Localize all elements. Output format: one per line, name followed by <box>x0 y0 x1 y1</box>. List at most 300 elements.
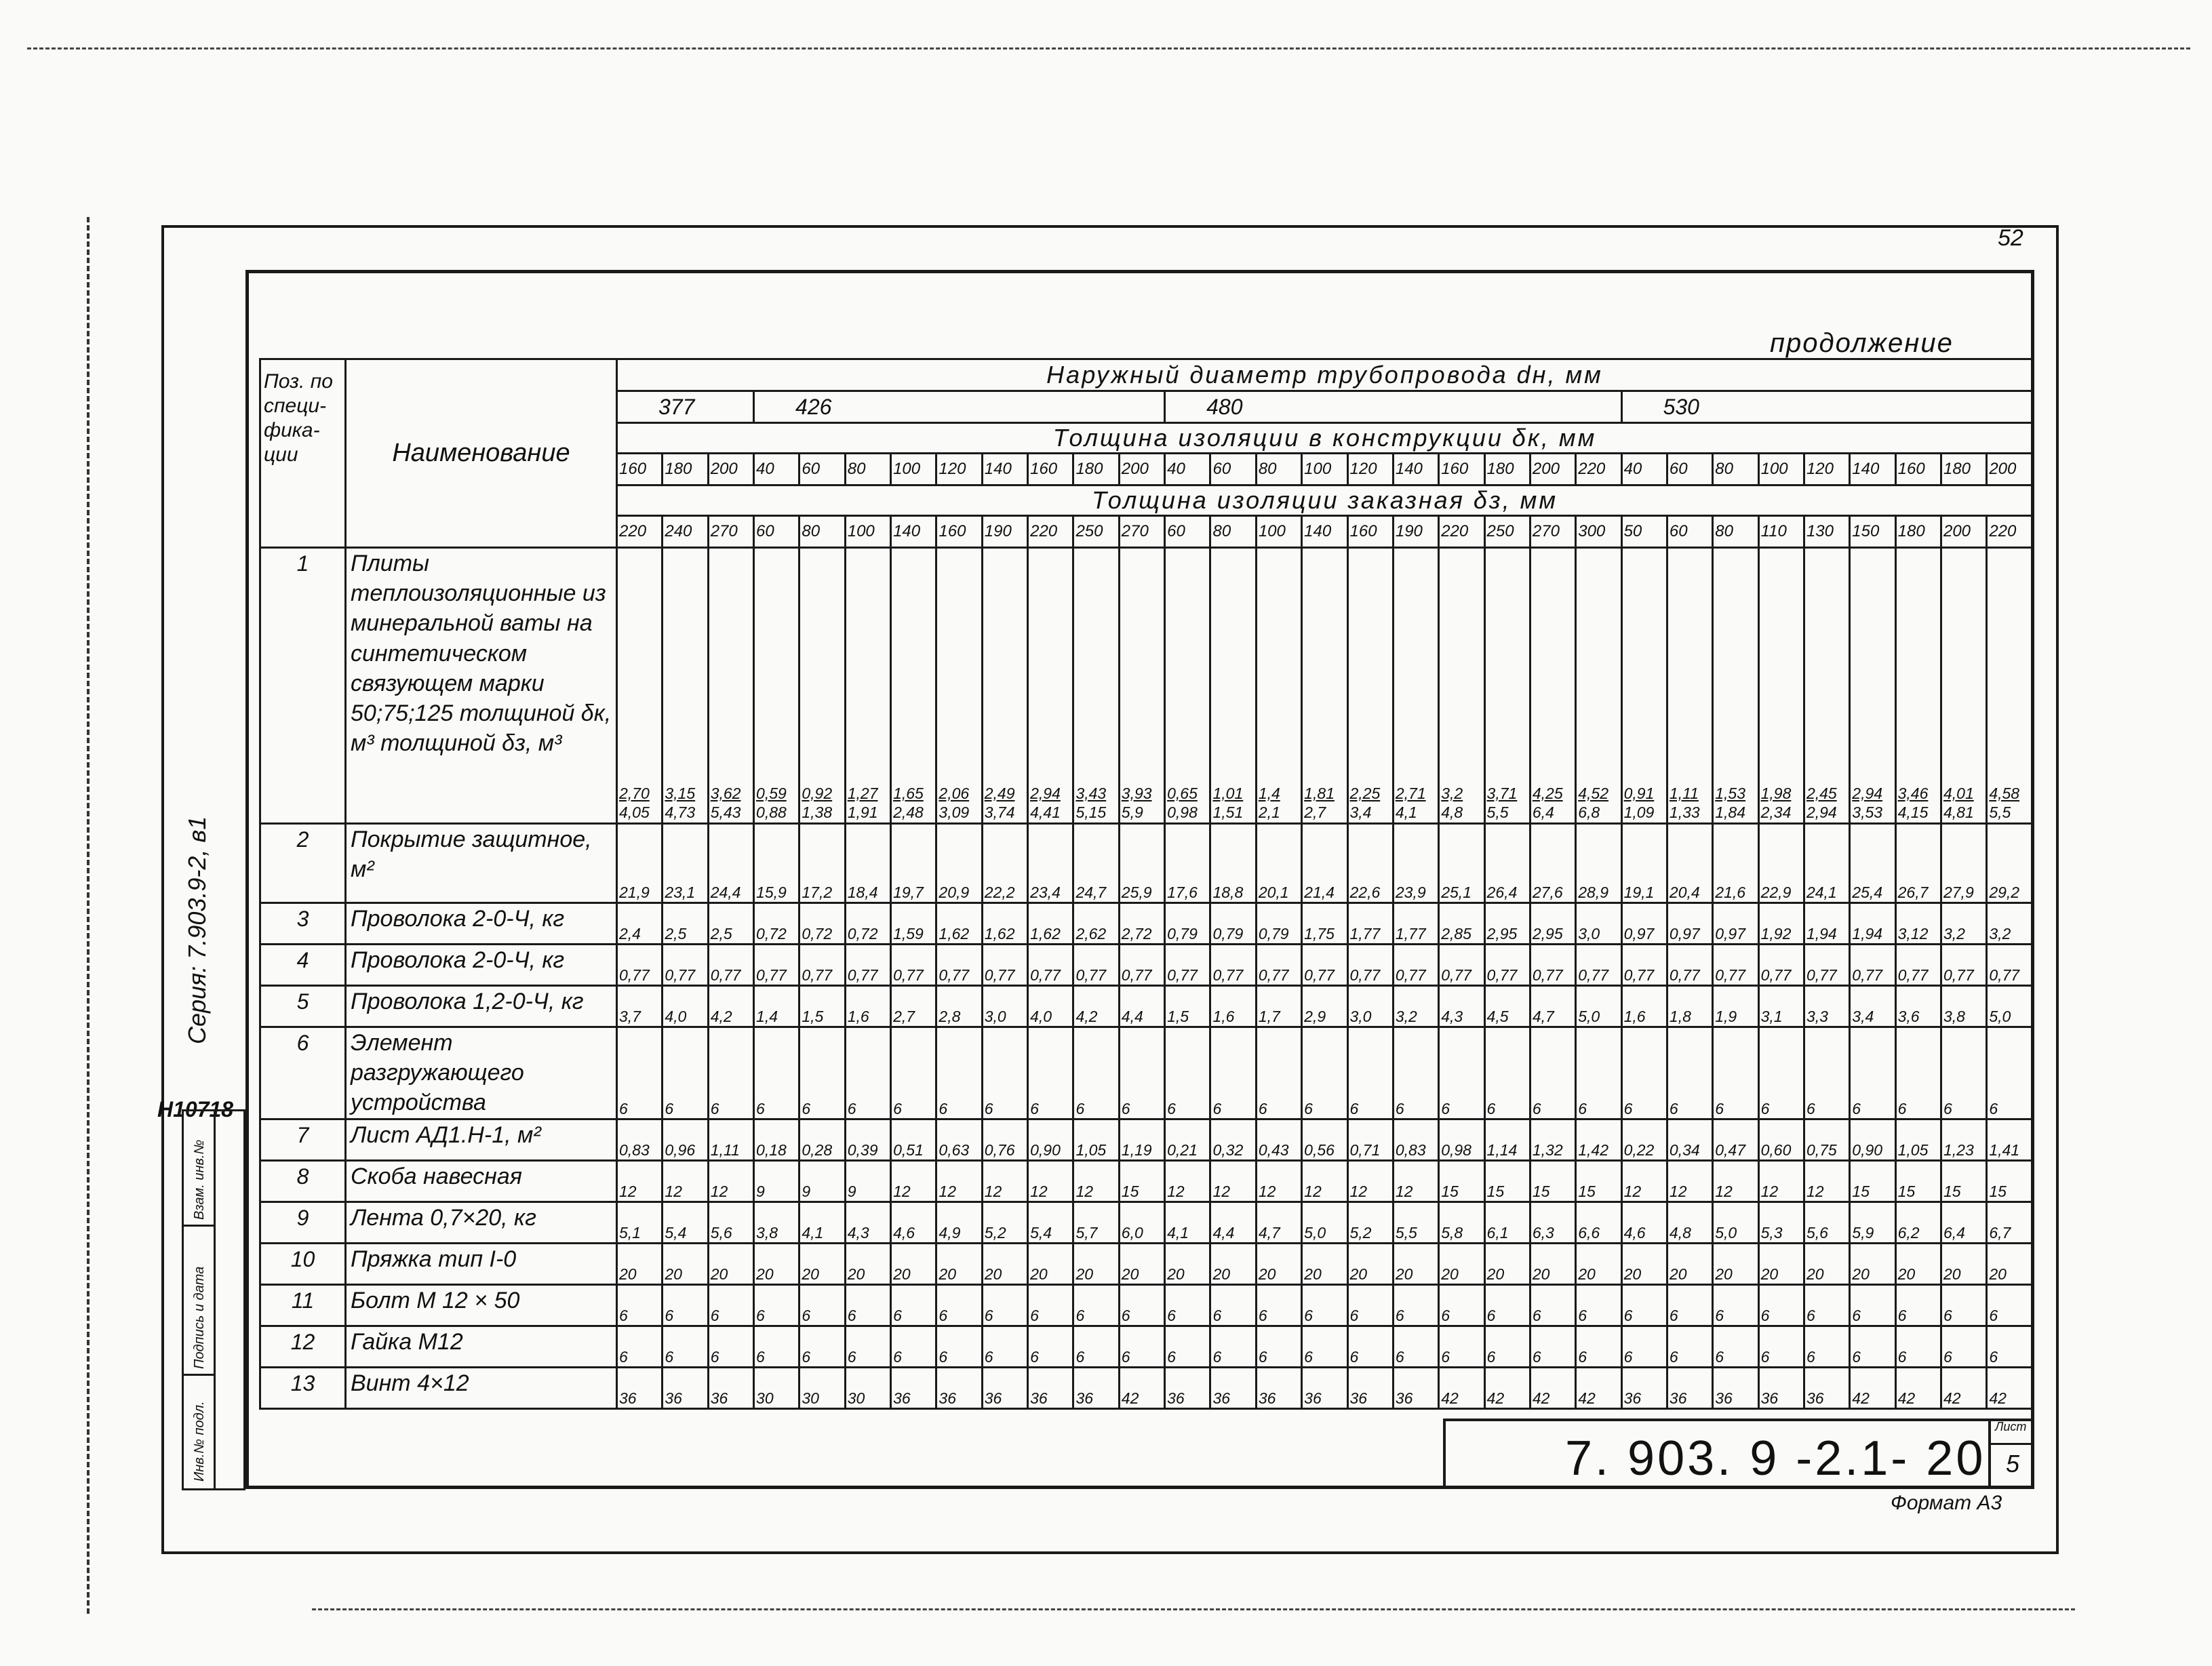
row-value-cell: 6 <box>1119 1326 1164 1367</box>
row-value-cell: 12 <box>1165 1160 1210 1202</box>
thickness-construction-cell: 80 <box>1713 454 1758 485</box>
value-thickness-construction: 4,25 <box>1532 784 1563 802</box>
row-value-cell: 15 <box>1439 1160 1484 1202</box>
thickness-ordered-cell: 80 <box>1713 516 1758 548</box>
row-value-cell: 4,2 <box>708 986 753 1027</box>
row-value-cell: 3,0 <box>1576 903 1621 945</box>
row-value-cell: 6 <box>1439 1326 1484 1367</box>
row-value-cell: 6 <box>1256 1027 1301 1119</box>
row-value-cell: 6 <box>1713 1027 1758 1119</box>
row-value-cell: 0,77 <box>1073 945 1119 986</box>
row-value-cell: 6 <box>1667 1027 1712 1119</box>
thickness-ordered-cell: 190 <box>1393 516 1438 548</box>
row-value-cell: 0,72 <box>845 903 890 945</box>
row-value-cell: 36 <box>1165 1367 1210 1408</box>
row-value-cell: 20,9 <box>936 824 982 903</box>
value-thickness-construction: 0,92 <box>802 784 833 802</box>
row-value-cell: 0,97 <box>1667 903 1712 945</box>
row-position: 1 <box>260 548 346 824</box>
row-value-cell: 20 <box>1347 1243 1393 1284</box>
thickness-construction-cell: 180 <box>1941 454 1986 485</box>
row-value-cell: 21,4 <box>1302 824 1347 903</box>
row-value-cell: 42 <box>1941 1367 1986 1408</box>
thickness-ordered-cell: 60 <box>1667 516 1712 548</box>
row-value-cell: 12 <box>1210 1160 1256 1202</box>
continued-label: продолжение <box>1770 328 1954 358</box>
row-value-cell: 6 <box>1895 1326 1941 1367</box>
row-value-cell <box>1073 548 1119 824</box>
row-value-cell: 0,75 <box>1804 1119 1849 1160</box>
row-value-cell: 21,6 <box>1713 824 1758 903</box>
row-value-cell: 6,4 <box>1941 1202 1986 1243</box>
row-value-cell: 0,77 <box>754 945 799 986</box>
row-value-cell: 20 <box>1987 1243 2033 1284</box>
row-value-cell: 0,97 <box>1713 903 1758 945</box>
row-value-cell: 6 <box>891 1284 936 1326</box>
strip-text-replacement: Взам. инв.№ <box>192 1139 207 1220</box>
row-value-cell: 23,4 <box>1028 824 1073 903</box>
row-value-cell: 6 <box>617 1284 663 1326</box>
row-value-cell <box>1165 548 1210 824</box>
row-value-cell: 5,1 <box>617 1202 663 1243</box>
row-value-cell: 6 <box>1347 1326 1393 1367</box>
thickness-construction-cell: 60 <box>1667 454 1712 485</box>
row-value-cell: 36 <box>1028 1367 1073 1408</box>
row-name: Пряжка тип I-0 <box>346 1243 617 1284</box>
row-value-cell: 36 <box>982 1367 1027 1408</box>
sheet-number: 52 <box>1998 225 2023 251</box>
row-position: 4 <box>260 945 346 986</box>
row-value-cell: 6 <box>663 1284 708 1326</box>
row-value-cell: 0,77 <box>1941 945 1986 986</box>
row-value-cell: 1,75 <box>1302 903 1347 945</box>
row-value-cell: 4,3 <box>845 1202 890 1243</box>
value-thickness-ordered: 1,84 <box>1715 804 1746 822</box>
row-value-cell: 18,4 <box>845 824 890 903</box>
row-value-cell: 6 <box>1484 1027 1530 1119</box>
row-value-cell: 6 <box>1987 1027 2033 1119</box>
row-value-cell: 0,77 <box>1439 945 1484 986</box>
value-thickness-ordered: 1,51 <box>1212 804 1244 822</box>
row-value-cell: 1,05 <box>1073 1119 1119 1160</box>
diameter-group: 530 <box>1621 391 2032 423</box>
row-value-cell <box>799 548 845 824</box>
row-value-cell: 12 <box>891 1160 936 1202</box>
row-value-cell: 4,0 <box>1028 986 1073 1027</box>
row-value-cell: 6 <box>891 1326 936 1367</box>
row-value-cell: 5,0 <box>1987 986 2033 1027</box>
row-value-cell: 6 <box>1941 1027 1986 1119</box>
thickness-ordered-cell: 110 <box>1758 516 1804 548</box>
row-value-cell: 0,96 <box>663 1119 708 1160</box>
value-thickness-ordered: 5,9 <box>1121 804 1143 822</box>
row-value-cell: 5,6 <box>708 1202 753 1243</box>
row-value-cell <box>1530 548 1575 824</box>
thickness-construction-cell: 40 <box>754 454 799 485</box>
row-value-cell: 12 <box>1804 1160 1849 1202</box>
value-thickness-construction: 4,52 <box>1578 784 1608 802</box>
row-name: Гайка М12 <box>346 1326 617 1367</box>
row-value-cell: 25,1 <box>1439 824 1484 903</box>
thickness-ordered-cell: 140 <box>1302 516 1347 548</box>
row-value-cell: 0,90 <box>1850 1119 1895 1160</box>
value-thickness-construction: 2,45 <box>1806 784 1837 802</box>
row-value-cell: 25,9 <box>1119 824 1164 903</box>
row-position: 9 <box>260 1202 346 1243</box>
row-value-cell <box>1713 548 1758 824</box>
header-thickness-ordered: Толщина изоляции заказная δз, мм <box>617 485 2033 516</box>
row-value-cell: 6 <box>1073 1326 1119 1367</box>
thickness-ordered-cell: 100 <box>845 516 890 548</box>
row-value-cell: 27,6 <box>1530 824 1575 903</box>
value-thickness-ordered: 3,4 <box>1349 804 1372 822</box>
thickness-ordered-cell: 220 <box>1987 516 2033 548</box>
row-value-cell: 6 <box>1393 1326 1438 1367</box>
approval-strip <box>182 1109 245 1490</box>
row-value-cell <box>1576 548 1621 824</box>
row-value-cell <box>1256 548 1301 824</box>
row-value-cell: 1,42 <box>1576 1119 1621 1160</box>
value-thickness-construction: 4,58 <box>1989 784 2020 802</box>
row-value-cell: 42 <box>1484 1367 1530 1408</box>
row-value-cell <box>1347 548 1393 824</box>
row-value-cell <box>1484 548 1530 824</box>
thickness-construction-cell: 160 <box>1028 454 1073 485</box>
row-value-cell: 2,62 <box>1073 903 1119 945</box>
strip-cell-signature <box>184 1227 215 1376</box>
row-value-cell: 24,7 <box>1073 824 1119 903</box>
row-value-cell: 12 <box>1302 1160 1347 1202</box>
thickness-construction-cell: 80 <box>845 454 890 485</box>
row-value-cell: 36 <box>936 1367 982 1408</box>
row-value-cell: 6 <box>1850 1284 1895 1326</box>
row-value-cell: 12 <box>982 1160 1027 1202</box>
row-value-cell: 5,2 <box>1347 1202 1393 1243</box>
row-value-cell: 12 <box>663 1160 708 1202</box>
diameter-group: 377 <box>617 391 754 423</box>
row-value-cell: 15,9 <box>754 824 799 903</box>
row-value-cell: 6 <box>1393 1027 1438 1119</box>
table-row <box>260 1367 2033 1408</box>
value-thickness-construction: 1,11 <box>1669 784 1699 802</box>
row-value-cell: 6 <box>1804 1027 1849 1119</box>
row-value-cell: 6,1 <box>1484 1202 1530 1243</box>
row-value-cell: 6 <box>1850 1326 1895 1367</box>
row-value-cell: 3,1 <box>1758 986 1804 1027</box>
row-value-cell: 6 <box>617 1027 663 1119</box>
row-value-cell: 20 <box>982 1243 1027 1284</box>
thickness-ordered-cell: 240 <box>663 516 708 548</box>
value-thickness-ordered: 5,5 <box>1486 804 1509 822</box>
row-value-cell: 6,2 <box>1895 1202 1941 1243</box>
row-value-cell: 6 <box>1941 1284 1986 1326</box>
row-value-cell: 20 <box>1941 1243 1986 1284</box>
value-thickness-ordered: 5,15 <box>1075 804 1107 822</box>
row-value-cell: 6 <box>663 1027 708 1119</box>
row-value-cell: 1,94 <box>1804 903 1849 945</box>
row-value-cell: 2,72 <box>1119 903 1164 945</box>
value-thickness-construction: 0,65 <box>1167 784 1198 802</box>
value-thickness-ordered: 1,91 <box>847 804 878 822</box>
row-value-cell: 0,77 <box>891 945 936 986</box>
value-thickness-construction: 2,49 <box>984 784 1015 802</box>
value-thickness-ordered: 3,09 <box>939 804 970 822</box>
table-row <box>260 1027 2033 1119</box>
row-name: Винт 4×12 <box>346 1367 617 1408</box>
row-value-cell: 6 <box>1393 1284 1438 1326</box>
row-value-cell: 0,79 <box>1210 903 1256 945</box>
row-value-cell: 20 <box>617 1243 663 1284</box>
row-value-cell: 2,85 <box>1439 903 1484 945</box>
row-value-cell: 4,4 <box>1119 986 1164 1027</box>
row-value-cell: 19,7 <box>891 824 936 903</box>
row-value-cell: 17,2 <box>799 824 845 903</box>
table-row <box>260 1326 2033 1367</box>
row-value-cell: 6 <box>617 1326 663 1367</box>
row-value-cell: 20 <box>1393 1243 1438 1284</box>
value-thickness-construction: 1,81 <box>1304 784 1335 802</box>
thickness-ordered-cell: 200 <box>1941 516 1986 548</box>
row-value-cell: 20 <box>1895 1243 1941 1284</box>
row-value-cell: 20,1 <box>1256 824 1301 903</box>
row-value-cell: 20 <box>1621 1243 1667 1284</box>
row-value-cell: 20 <box>845 1243 890 1284</box>
row-value-cell: 3,3 <box>1804 986 1849 1027</box>
header-thickness-construction: Толщина изоляции в конструкции δк, мм <box>617 423 2033 454</box>
row-value-cell: 26,4 <box>1484 824 1530 903</box>
row-value-cell: 6 <box>708 1284 753 1326</box>
row-value-cell: 6 <box>1028 1027 1073 1119</box>
thickness-construction-cell: 180 <box>663 454 708 485</box>
row-value-cell: 0,32 <box>1210 1119 1256 1160</box>
thickness-ordered-cell: 150 <box>1850 516 1895 548</box>
thickness-construction-cell: 160 <box>617 454 663 485</box>
thickness-ordered-cell: 190 <box>982 516 1027 548</box>
thickness-construction-cell: 140 <box>982 454 1027 485</box>
row-value-cell: 6 <box>891 1027 936 1119</box>
row-value-cell: 5,9 <box>1850 1202 1895 1243</box>
row-value-cell: 9 <box>799 1160 845 1202</box>
row-value-cell: 1,6 <box>845 986 890 1027</box>
row-value-cell: 30 <box>799 1367 845 1408</box>
thickness-ordered-cell: 270 <box>1119 516 1164 548</box>
row-value-cell: 6 <box>1256 1326 1301 1367</box>
row-value-cell: 6 <box>1576 1326 1621 1367</box>
row-position: 2 <box>260 824 346 903</box>
inventory-number: Н10718 <box>157 1097 234 1122</box>
row-value-cell: 6 <box>1850 1027 1895 1119</box>
thickness-construction-cell: 100 <box>1302 454 1347 485</box>
row-value-cell: 6 <box>754 1326 799 1367</box>
row-value-cell: 6 <box>1576 1284 1621 1326</box>
row-position: 7 <box>260 1119 346 1160</box>
row-value-cell: 1,6 <box>1621 986 1667 1027</box>
value-thickness-construction: 1,01 <box>1212 784 1244 802</box>
row-value-cell: 20 <box>936 1243 982 1284</box>
row-name: Лента 0,7×20, кг <box>346 1202 617 1243</box>
row-value-cell: 6 <box>1073 1027 1119 1119</box>
row-value-cell: 3,2 <box>1941 903 1986 945</box>
value-thickness-ordered: 2,7 <box>1304 804 1326 822</box>
row-value-cell: 6 <box>1439 1027 1484 1119</box>
value-thickness-ordered: 6,4 <box>1532 804 1554 822</box>
value-thickness-construction: 3,43 <box>1075 784 1107 802</box>
row-value-cell <box>845 548 890 824</box>
row-value-cell: 2,8 <box>936 986 982 1027</box>
bottom-cut-line <box>312 1608 2075 1610</box>
row-value-cell: 0,77 <box>1484 945 1530 986</box>
row-value-cell <box>754 548 799 824</box>
row-value-cell: 0,77 <box>1621 945 1667 986</box>
sheet-box <box>1988 1419 2034 1489</box>
row-value-cell: 0,43 <box>1256 1119 1301 1160</box>
row-value-cell: 4,0 <box>663 986 708 1027</box>
row-name: Проволока 2-0-Ч, кг <box>346 945 617 986</box>
row-name: Болт М 12 × 50 <box>346 1284 617 1326</box>
thickness-ordered-cell: 80 <box>799 516 845 548</box>
table-row <box>260 986 2033 1027</box>
thickness-ordered-cell: 160 <box>936 516 982 548</box>
row-value-cell: 6 <box>1758 1284 1804 1326</box>
table-row <box>260 1160 2033 1202</box>
thickness-construction-cell: 100 <box>891 454 936 485</box>
row-value-cell: 6 <box>1987 1326 2033 1367</box>
row-value-cell: 0,77 <box>982 945 1027 986</box>
row-name: Проволока 2-0-Ч, кг <box>346 903 617 945</box>
row-value-cell: 20 <box>1302 1243 1347 1284</box>
row-value-cell: 20 <box>1713 1243 1758 1284</box>
row-value-cell: 0,77 <box>663 945 708 986</box>
thickness-construction-cell: 80 <box>1256 454 1301 485</box>
thickness-construction-cell: 200 <box>708 454 753 485</box>
row-value-cell: 20 <box>1028 1243 1073 1284</box>
row-value-cell: 6 <box>799 1326 845 1367</box>
row-value-cell: 4,7 <box>1256 1202 1301 1243</box>
row-value-cell: 6 <box>754 1284 799 1326</box>
value-thickness-ordered: 2,1 <box>1258 804 1280 822</box>
row-value-cell: 4,8 <box>1667 1202 1712 1243</box>
row-value-cell: 0,79 <box>1256 903 1301 945</box>
row-value-cell: 2,4 <box>617 903 663 945</box>
row-value-cell: 1,6 <box>1210 986 1256 1027</box>
row-value-cell: 0,77 <box>1119 945 1164 986</box>
strip-text-signature: Подпись и дата <box>192 1266 207 1369</box>
row-value-cell: 3,2 <box>1987 903 2033 945</box>
row-value-cell: 0,60 <box>1758 1119 1804 1160</box>
row-value-cell: 0,77 <box>1028 945 1073 986</box>
row-value-cell: 12 <box>936 1160 982 1202</box>
row-value-cell: 0,72 <box>754 903 799 945</box>
row-value-cell: 1,4 <box>754 986 799 1027</box>
row-value-cell: 20 <box>891 1243 936 1284</box>
row-value-cell: 6 <box>1713 1284 1758 1326</box>
row-value-cell: 23,9 <box>1393 824 1438 903</box>
row-value-cell: 12 <box>1393 1160 1438 1202</box>
row-value-cell: 6 <box>1210 1326 1256 1367</box>
row-value-cell: 6 <box>663 1326 708 1367</box>
thickness-construction-cell: 60 <box>1210 454 1256 485</box>
row-value-cell: 1,8 <box>1667 986 1712 1027</box>
table-row <box>260 945 2033 986</box>
row-value-cell: 0,77 <box>1804 945 1849 986</box>
thickness-construction-cell: 180 <box>1484 454 1530 485</box>
row-value-cell: 12 <box>617 1160 663 1202</box>
row-value-cell: 4,2 <box>1073 986 1119 1027</box>
thickness-ordered-cell: 250 <box>1484 516 1530 548</box>
row-value-cell: 6 <box>845 1326 890 1367</box>
row-name: Скоба навесная <box>346 1160 617 1202</box>
row-value-cell: 26,7 <box>1895 824 1941 903</box>
row-value-cell: 1,94 <box>1850 903 1895 945</box>
row-value-cell: 5,0 <box>1302 1202 1347 1243</box>
value-thickness-construction: 2,06 <box>939 784 970 802</box>
row-value-cell: 2,5 <box>708 903 753 945</box>
row-value-cell: 0,77 <box>1850 945 1895 986</box>
row-value-cell: 15 <box>1850 1160 1895 1202</box>
row-value-cell: 1,77 <box>1347 903 1393 945</box>
value-thickness-ordered: 4,41 <box>1030 804 1061 822</box>
row-value-cell: 15 <box>1941 1160 1986 1202</box>
row-value-cell: 6 <box>1576 1027 1621 1119</box>
value-thickness-ordered: 3,74 <box>984 804 1015 822</box>
row-value-cell: 0,77 <box>936 945 982 986</box>
row-value-cell: 6 <box>936 1284 982 1326</box>
value-thickness-ordered: 6,8 <box>1578 804 1600 822</box>
row-value-cell: 9 <box>754 1160 799 1202</box>
row-value-cell: 20 <box>1256 1243 1301 1284</box>
row-value-cell: 12 <box>1256 1160 1301 1202</box>
row-value-cell: 4,1 <box>799 1202 845 1243</box>
row-value-cell: 5,4 <box>663 1202 708 1243</box>
row-value-cell: 3,6 <box>1895 986 1941 1027</box>
row-value-cell: 18,8 <box>1210 824 1256 903</box>
row-value-cell: 0,34 <box>1667 1119 1712 1160</box>
row-value-cell: 22,9 <box>1758 824 1804 903</box>
row-value-cell: 1,62 <box>982 903 1027 945</box>
row-value-cell: 36 <box>1302 1367 1347 1408</box>
document-code: 7. 903. 9 -2.1- 20 <box>1565 1431 1986 1486</box>
top-cut-line <box>27 47 2190 49</box>
header-pos-spec: Поз. по специ-фика-ции <box>260 359 346 548</box>
row-value-cell: 6 <box>845 1284 890 1326</box>
thickness-ordered-cell: 220 <box>617 516 663 548</box>
row-value-cell: 0,77 <box>1530 945 1575 986</box>
row-value-cell: 0,83 <box>617 1119 663 1160</box>
thickness-construction-cell: 200 <box>1119 454 1164 485</box>
row-value-cell: 5,0 <box>1713 1202 1758 1243</box>
row-value-cell: 42 <box>1850 1367 1895 1408</box>
row-value-cell: 6 <box>1028 1284 1073 1326</box>
row-value-cell: 0,79 <box>1165 903 1210 945</box>
row-value-cell <box>1804 548 1849 824</box>
row-value-cell: 12 <box>1073 1160 1119 1202</box>
row-value-cell: 12 <box>1347 1160 1393 1202</box>
row-value-cell: 0,77 <box>845 945 890 986</box>
value-thickness-construction: 3,62 <box>710 784 741 802</box>
row-value-cell: 0,77 <box>1713 945 1758 986</box>
row-value-cell: 6 <box>799 1027 845 1119</box>
value-thickness-ordered: 5,43 <box>710 804 741 822</box>
thickness-ordered-cell: 130 <box>1804 516 1849 548</box>
row-value-cell <box>982 548 1027 824</box>
row-value-cell: 5,3 <box>1758 1202 1804 1243</box>
row-value-cell: 20 <box>754 1243 799 1284</box>
row-value-cell: 20 <box>1210 1243 1256 1284</box>
value-thickness-construction: 1,4 <box>1258 784 1280 802</box>
row-value-cell: 0,71 <box>1347 1119 1393 1160</box>
row-value-cell: 6 <box>1119 1284 1164 1326</box>
strip-cell-replacement <box>184 1111 215 1227</box>
